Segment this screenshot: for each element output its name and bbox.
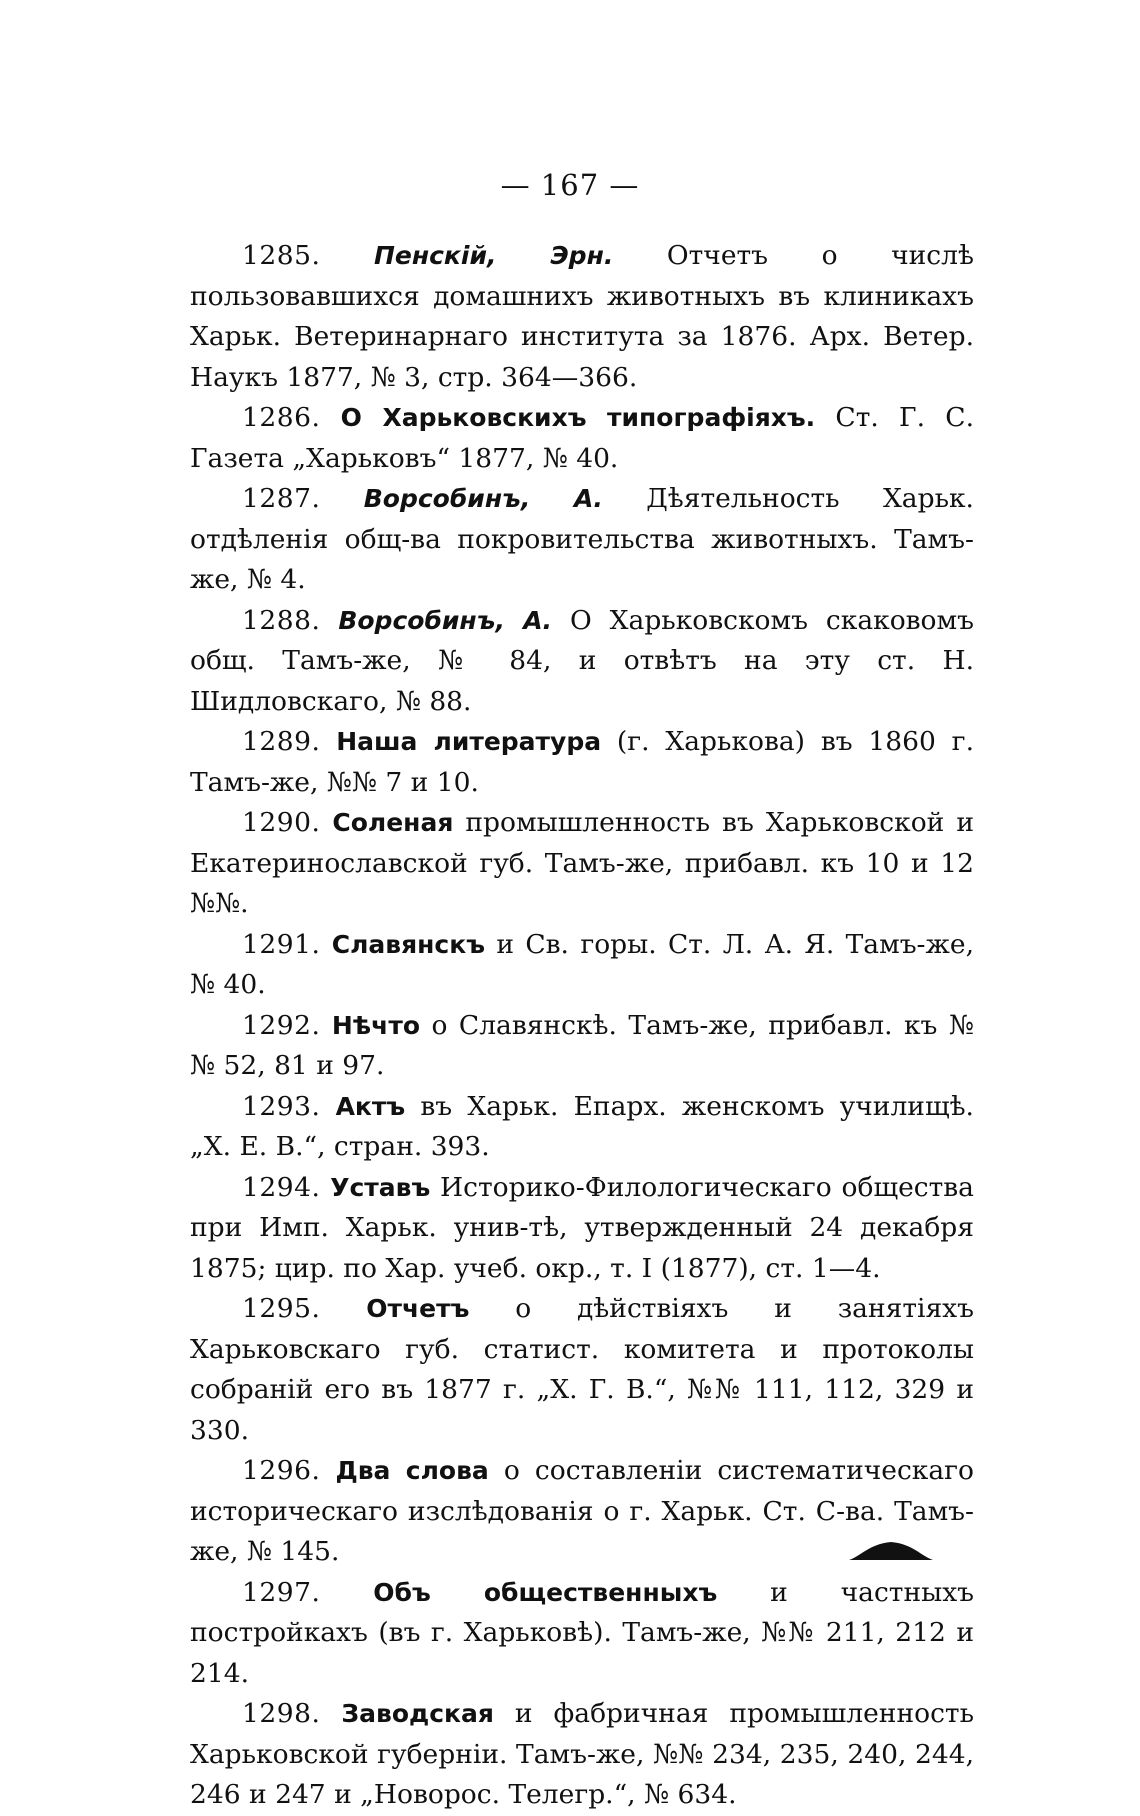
page-number: — 167 — bbox=[500, 168, 640, 202]
entry-text: Дѣятельность Харьк. отдѣленія общ-ва покровительства животныхъ. Тамъ-же, № 4. bbox=[190, 483, 974, 595]
entry-number: 1295. bbox=[242, 1293, 321, 1324]
list-item bbox=[190, 722, 974, 803]
entry-title: Нѣчто bbox=[331, 1010, 421, 1040]
entry-number: 1294. bbox=[242, 1171, 321, 1203]
entry-number: 1288. bbox=[242, 604, 321, 636]
entry-text: въ Харьк. Епарх. женскомъ училищѣ. „Х. Е. В.“, стран. 393. bbox=[190, 1090, 974, 1162]
list-item bbox=[190, 803, 974, 925]
entry-number: 1290. bbox=[242, 807, 321, 838]
entry-text: промышленность въ Харьковской и Екатеринославской губ. Тамъ-же, прибавл. къ 10 и 12 №№. bbox=[190, 807, 974, 919]
entry-number: 1285. bbox=[242, 240, 321, 271]
entry-text: и Св. горы. Ст. Л. А. Я. Тамъ-же, № 40. bbox=[190, 928, 974, 1000]
list-item bbox=[190, 1289, 974, 1451]
entry-text: Отчетъ о числѣ пользовавшихся домашнихъ животныхъ въ клиникахъ Харьк. Ветеринарнаго института за 1876. Арх. Ветер. Наукъ 1877, № 3, стр. 364—366. bbox=[190, 240, 974, 393]
entry-title: Отчетъ bbox=[366, 1294, 470, 1323]
entry-author: Ворсобинъ, А. bbox=[363, 484, 603, 513]
entry-title: О Харьковскихъ типографіяхъ. bbox=[340, 403, 816, 432]
entry-number: 1293. bbox=[242, 1090, 321, 1122]
entry-text: и фабричная промышленность Харьковской губерніи. Тамъ-же, №№ 234, 235, 240, 244, 246 и 247 и „Новорос. Телегр.“, № 634. bbox=[190, 1698, 974, 1810]
entry-title: Заводская bbox=[341, 1699, 494, 1728]
entry-title: Объ общественныхъ bbox=[373, 1577, 718, 1607]
entry-number: 1291. bbox=[242, 928, 321, 960]
entry-number: 1297. bbox=[242, 1576, 321, 1608]
bibliography-entries bbox=[190, 236, 974, 1816]
entry-title: Наша литература bbox=[336, 727, 602, 756]
entry-number: 1287. bbox=[242, 483, 321, 514]
entry-number: 1292. bbox=[242, 1009, 321, 1041]
entry-text: о дѣйствіяхъ и занятіяхъ Харьковскаго губ. статист. комитета и протоколы собраній его въ 1877 г. „Х. Г. В.“, №№ 111, 112, 329 и 330. bbox=[190, 1293, 974, 1446]
list-item bbox=[190, 1694, 974, 1816]
list-item bbox=[190, 236, 974, 398]
entry-number: 1289. bbox=[242, 726, 321, 757]
list-item bbox=[190, 1168, 974, 1290]
entry-text: Ст. Г. С. Газета „Харьковъ“ 1877, № 40. bbox=[190, 402, 974, 474]
entry-text: (г. Харькова) въ 1860 г. Тамъ-же, №№ 7 и 10. bbox=[190, 726, 974, 798]
entry-title: Уставъ bbox=[330, 1172, 431, 1202]
entry-author: Пенскій, Эрн. bbox=[373, 241, 614, 270]
entry-text: о составленіи систематическаго историческаго изслѣдованія о г. Харьк. Ст. С-ва. Тамъ-же, № 145. bbox=[190, 1455, 975, 1567]
list-item bbox=[190, 1573, 974, 1695]
entry-author: Ворсобинъ, А. bbox=[338, 605, 553, 635]
entry-text: Историко-Филологическаго общества при Имп. Харьк. унив-тѣ, утвержденный 24 декабря 1875; цир. по Хар. учеб. окр., т. I (1877), ст. 1—4. bbox=[190, 1171, 974, 1284]
entry-number: 1296. bbox=[242, 1455, 321, 1486]
list-item bbox=[190, 398, 974, 479]
entry-title: Славянскъ bbox=[331, 929, 485, 959]
entry-title: Два слова bbox=[335, 1456, 489, 1485]
entry-text: о Славянскѣ. Тамъ-же, прибавл. къ №№ 52, 81 и 97. bbox=[190, 1009, 974, 1081]
list-item bbox=[190, 1006, 974, 1087]
list-item bbox=[190, 925, 974, 1006]
entry-text: и частныхъ постройкахъ (въ г. Харьковѣ). Тамъ-же, №№ 211, 212 и 214. bbox=[190, 1576, 974, 1689]
list-item bbox=[190, 1087, 974, 1168]
entry-title: Актъ bbox=[335, 1091, 406, 1121]
entry-title: Соленая bbox=[332, 808, 454, 837]
entry-number: 1286. bbox=[242, 402, 321, 433]
list-item bbox=[190, 479, 974, 601]
entry-number: 1298. bbox=[242, 1698, 321, 1729]
end-ornament-icon bbox=[847, 1540, 935, 1562]
list-item bbox=[190, 601, 974, 723]
entry-text: О Харьковскомъ скаковомъ общ. Тамъ-же, № 84, и отвѣтъ на эту ст. Н. Шидловскаго, № 88. bbox=[190, 604, 974, 717]
